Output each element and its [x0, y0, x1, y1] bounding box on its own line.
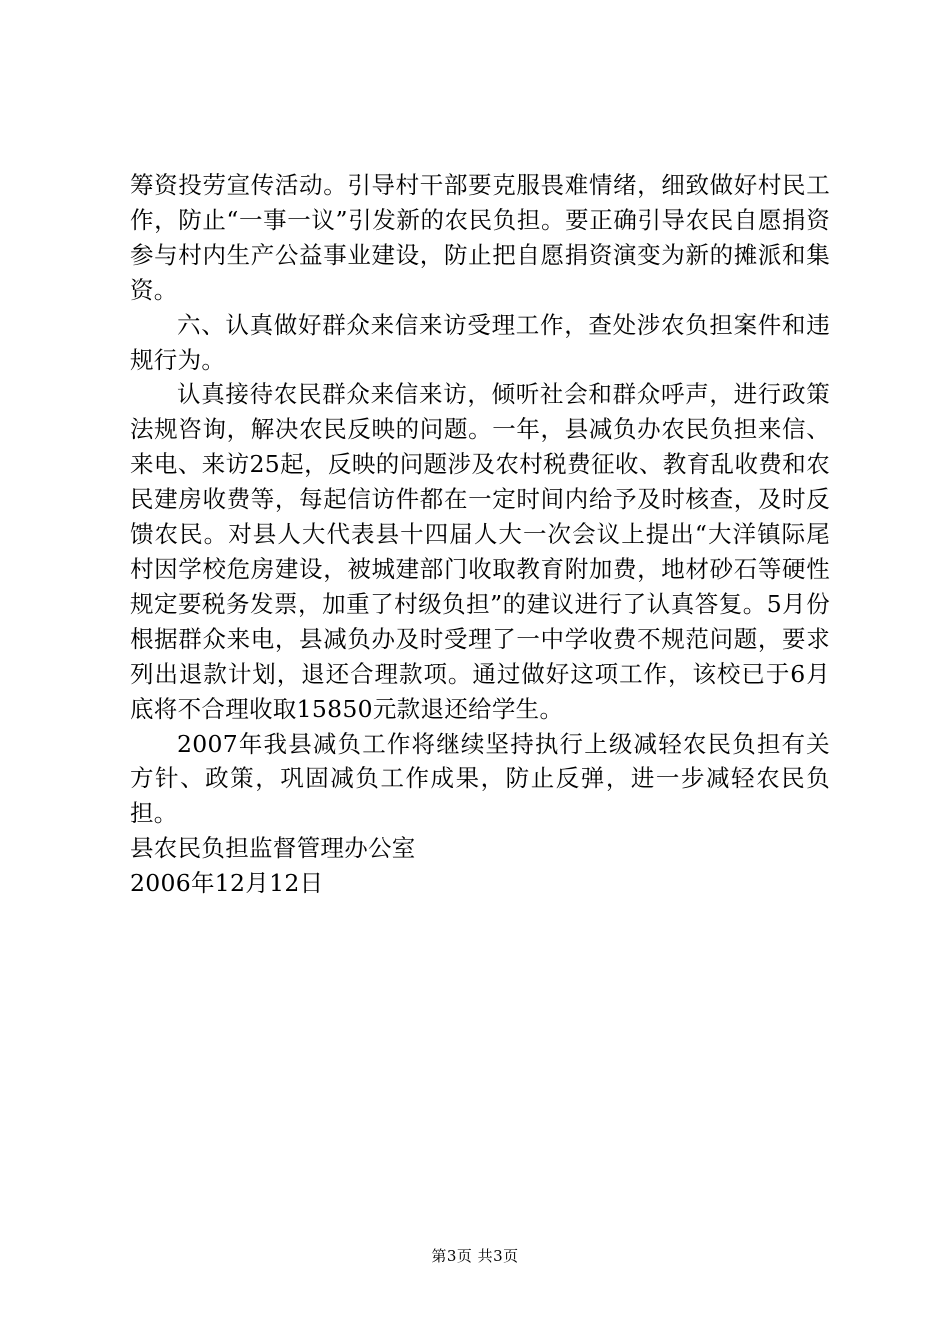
paragraph-petitions: 认真接待农民群众来信来访，倾听社会和群众呼声，进行政策法规咨询，解决农民反映的问题。一年，县减负办农民负担来信、来电、来访25起，反映的问题涉及农村税费征收、教育乱收费和农民建房收费等，每起信访件都在一定时间内给予及时核查，及时反馈农民。对县人大代表县十四届人大一次会议上提出“大洋镇际尾村因学校危房建设，被城建部门收取教育附加费，地材砂石等硬性规定要税务发票，加重了村级负担”的建议进行了认真答复。5月份根据群众来电，县减负办及时受理了一中学收费不规范问题，要求列出退款计划，退还合理款项。通过做好这项工作，该校已于6月底将不合理收取15850元款退还给学生。: [130, 380, 830, 723]
page-number: 第3页 共3页: [431, 1247, 519, 1265]
page-footer: [0, 1245, 950, 1266]
paragraph-2007-plan: 2007年我县减负工作将继续坚持执行上级减轻农民负担有关方针、政策，巩固减负工作成果，防止反弹，进一步减轻农民负担。: [130, 729, 830, 828]
section-heading-six: 六、认真做好群众来信来访受理工作，查处涉农负担案件和违规行为。: [130, 310, 830, 374]
signature-date: 2006年12月12日: [130, 869, 324, 898]
document-body: [130, 168, 830, 901]
signature-office: 县农民负担监督管理办公室: [130, 834, 416, 863]
paragraph-continuation: 筹资投劳宣传活动。引导村干部要克服畏难情绪，细致做好村民工作，防止“一事一议”引发新的农民负担。要正确引导农民自愿捐资参与村内生产公益事业建设，防止把自愿捐资演变为新的摊派和集资。: [130, 171, 830, 304]
